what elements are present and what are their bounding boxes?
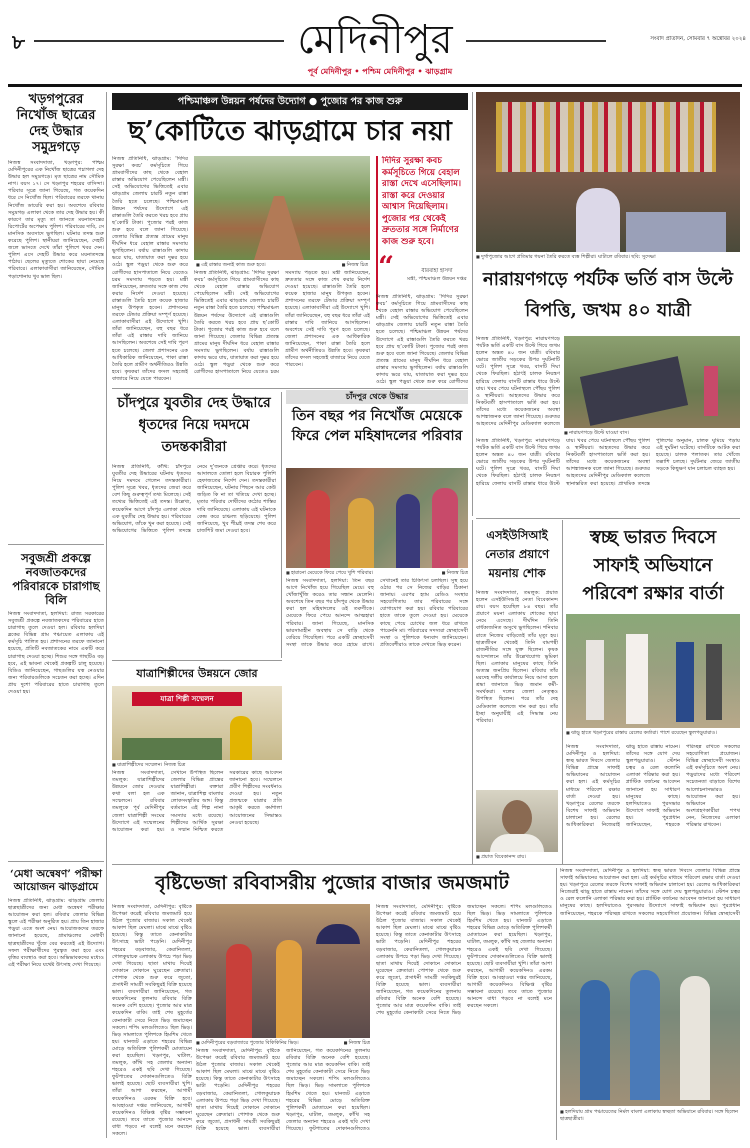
person-shape (576, 188, 620, 252)
left-column (8, 90, 104, 1140)
face-shape (502, 800, 532, 836)
article-body: নিজস্ব প্রতিনিধি, ঝাড়গ্রাম: ঝাড়গ্রাম জেলায় ছাত্রছাত্রীদের জন্য মেধা অন্বেষণ পরীক্ষার আয়োজন করা হল। রবিবার জেলার বিভিন্ন স্কুলে এই পরীক্ষা অনুষ্ঠিত হয়। প্রায় তিন হাজার পড়ুয়া এতে অংশ নেয়। আয়োজকদের তরফে জানানো হয়েছে, গ্রামাঞ্চলের মেধাবী ছাত্রছাত্রীদের খুঁজে বের করতেই এই উদ্যোগ। সফল পরীক্ষার্থীদের পুরস্কৃত করা হবে এবং বৃত্তির ব্যবস্থাও করা হবে। অভিভাবকদের মধ্যেও এই পরীক্ষা নিয়ে যথেষ্ট উৎসাহ দেখা গিয়েছে। (8, 898, 104, 968)
lead-photo-credit: ■ নিজস্ব চিত্র (318, 261, 368, 269)
person-shape (348, 498, 374, 568)
lead-kicker: পশ্চিমাঞ্চল উন্নয়ন পর্ষদের উদ্যোগ ● পুজোর পর কাজ শুরু (112, 93, 468, 110)
masthead-bottom-rule (8, 84, 742, 87)
bazar-photo (196, 904, 370, 1038)
person-shape (626, 634, 648, 724)
headline: তিন বছর পর নিখোঁজ মেয়েকে ফিরে পেল মহিষাদলের পরিবার (291, 408, 463, 444)
divider (8, 544, 104, 545)
person-shape (630, 970, 660, 1100)
person-shape (580, 980, 610, 1100)
column-rule (562, 520, 563, 864)
portrait-caption: ■ প্রয়াত বিবেকানন্দ রায়। (476, 853, 558, 861)
masthead-rule-right (466, 40, 606, 42)
kicker: চাঁদপুর থেকে উদ্ধার (286, 390, 468, 404)
article-body: নিজস্ব সংবাদদাতা, মেদিনীপুর ও হলদিয়া: স্বচ্ছ ভারত দিবসে জেলার বিভিন্ন প্রান্তে সাফাই অভিযানের আয়োজন করা হল। এই কর্মসূচির মাধ্যমে পরিবেশ রক্ষার বার্তা দেওয়া হয়। খড়্গপুরে রেলের তরফে বিশেষ সাফাই অভিযান চালানো হয়। রেলের আধিকারিকরা নিজেরাই ঝাড়ু হাতে রাস্তায় নামেন। তাঁদের সঙ্গে যোগ দেয় স্কুলপড়ুয়ারাও। স্টেশন চত্বর ও রেল কলোনি এলাকা পরিষ্কার করা হয়। প্লাস্টিক বর্জনের আবেদন জানানো হয় সাধারণ মানুষের কাছে। হলদিয়াতেও পুরসভার উদ্যোগে সাফাই অভিযান হয়। পুরপ্রধান জানিয়েছেন, শহরকে পরিচ্ছন্ন রাখতে সকলের সহযোগিতা প্রয়োজন। বিভিন্ন স্বেচ্ছাসেবী সংস্থাও এই কর্মসূচিতে অংশ নেয়। পড়ুয়াদের মধ্যে পরিবেশ সচেতনতা বাড়াতে বিশেষ আলোচনাসভারও আয়োজন করা হয়। অভিযানে অংশগ্রহণকারীরা শপথ নেন, নিজেদের এলাকা পরিষ্কার রাখবেন। (566, 744, 740, 829)
column-rule (281, 392, 282, 658)
section-links (290, 66, 470, 78)
divider (112, 388, 468, 389)
person-shape (432, 488, 458, 568)
divider (112, 660, 282, 661)
story-photo (286, 468, 468, 568)
bullet-icon: • (354, 67, 360, 76)
article-body: নিজস্ব সংবাদদাতা, তমলুক: প্রয়াত হলেন এসইউসিআই নেতা বিবেকানন্দ রায়। বয়স হয়েছিল ৮৪ বছর। তাঁর প্রয়াণে ময়না এলাকায় শোকের ছায়া নেমে এসেছে। দীর্ঘদিন তিনি বার্ধক্যজনিত অসুখে ভুগছিলেন। শনিবার রাতে নিজের বাড়িতেই তাঁর মৃত্যু হয়। ছাত্রজীবন থেকেই তিনি বামপন্থী রাজনীতির সঙ্গে যুক্ত ছিলেন। কৃষক আন্দোলনে তাঁর উল্লেখযোগ্য ভূমিকা ছিল। এলাকার মানুষের কাছে তিনি অত্যন্ত জনপ্রিয় ছিলেন। রবিবার তাঁর মরদেহ দলীয় কার্যালয়ে নিয়ে আসা হলে শ্রদ্ধা জানাতে ভিড় জমান কর্মী-সমর্থকরা। দলের জেলা নেতৃত্বও উপস্থিত ছিলেন। পরে তাঁর দেহ মেডিক্যাল কলেজে দান করা হয়। তাঁর ইচ্ছা অনুযায়ীই এই সিদ্ধান্ত নেয় পরিবার। (476, 590, 558, 724)
story-photo-credit: ■ নিজস্ব চিত্র (428, 569, 468, 577)
story-photo (112, 686, 282, 760)
column-rule (556, 868, 557, 1140)
headline: খড়গপুরের নিখোঁজ ছাত্রের দেহ উদ্ধার সমুদ্রগড়ে (16, 92, 96, 155)
masthead-rule-left (34, 40, 284, 42)
umbrella-shape (316, 924, 360, 944)
lead-photo (194, 156, 370, 260)
headline: ‘মেধা অন্বেষণ’ পরীক্ষা আয়োজন ঝাড়গ্রামে (9, 868, 103, 893)
shirt-shape (490, 834, 544, 852)
top-right-photo (476, 92, 740, 252)
section-link[interactable]: ঝাড়গ্রাম (425, 67, 453, 76)
article-body: নিজস্ব প্রতিনিধি, খড়্গপুর: নারায়ণগড়ে পর্যটক ভর্তি একটি বাস উল্টে গিয়ে জখম হলেন অন্তত ৪০ জন যাত্রী। রবিবার ভোরে জাতীয় সড়কের উপর দুর্ঘটনাটি ঘটে। পুলিশ সূত্রে খবর, বাসটি দিঘা থেকে ফিরছিল। হঠাৎই চালক নিয়ন্ত্রণ হারিয়ে ফেলায় বাসটি রাস্তার ধারে উল্টে যায়। খবর পেয়ে ঘটনাস্থলে পৌঁছয় পুলিশ ও স্থানীয়রা। আহতদের উদ্ধার করে নিকটবর্তী হাসপাতালে ভর্তি করা হয়। তাঁদের মধ্যে কয়েকজনের অবস্থা আশঙ্কাজনক বলে জানা গিয়েছে। গুরুতর আহতদের মেদিনীপুর মেডিক্যাল কলেজে (476, 336, 560, 428)
students-photo-caption: ■ হলদিয়ায় গ্রাম পঞ্চায়েতের নির্মল বাংলা এলাকায় স্বচ্ছতা অভিযানে রবিবার। সঙ্গে ছিলেন ছাত্রছাত্রীরা। (560, 1108, 740, 1140)
person-shape (276, 940, 302, 1038)
article-body: নিজস্ব সংবাদদাতা, খড়্গপুর: পশ্চিম মেদিনীপুরের এক নিখোঁজ ছাত্রের পচাগলা দেহ উদ্ধার হল সমুদ্রগড়ে। মৃত ছাত্রের নাম সৌমিক নাগ। বয়স ১৭। সে খড়্গপুর শহরের বাসিন্দা। পরিবার সূত্রে জানা গিয়েছে, গত কয়েকদিন ধরে সে নিখোঁজ ছিল। পরিবারের তরফে থানায় নিখোঁজ ডায়েরি করা হয়। অবশেষে রবিবার সমুদ্রগড় এলাকা থেকে তার দেহ উদ্ধার হয়। কী কারণে তার মৃত্যু তা জানতে ময়নাতদন্তের রিপোর্টের অপেক্ষায় পুলিশ। পরিবারের দাবি, সে মানসিক অবসাদে ভুগছিল। ঘটনার তদন্ত শুরু করেছে পুলিশ। স্থানীয়রা জানিয়েছেন, দেহটি জলে ভাসতে দেখে তাঁরা পুলিশে খবর দেন। পুলিশ এসে দেহটি উদ্ধার করে ময়নাতদন্তে পাঠায়। ছেলের মৃত্যুতে শোকের ছায়া নেমেছে পরিবারে। এলাকাবাসীরা জানিয়েছেন, সৌমিক পড়াশোনায় খুব ভাল ছিল। (8, 160, 104, 280)
lead-body-col1: নিজস্ব প্রতিনিধি, ঝাড়গ্রাম: ‘দিদির সুরক্ষা কবচ’ কর্মসূচিতে গিয়ে গ্রামবাসীদের কাছ থেকে বেহাল রাস্তার অভিযোগ পেয়েছিলেন মন্ত্রী। সেই অভিযোগের ভিত্তিতেই এবার ঝাড়গ্রাম জেলায় চারটি নতুন রাস্তা তৈরি হতে চলেছে। পশ্চিমাঞ্চল উন্নয়ন পর্ষদের উদ্যোগে এই রাস্তাগুলি তৈরি করতে খরচ হবে প্রায় ছ’কোটি টাকা। পুজোর পরই কাজ শুরু হবে বলে জানা গিয়েছে। জেলার বিভিন্ন প্রত্যন্ত গ্রামের মানুষ দীর্ঘদিন ধরে বেহাল রাস্তার সমস্যায় ভুগছিলেন। বর্ষায় রাস্তাগুলি কাদায় ভরে যায়, যাতায়াত করা দুষ্কর হয়ে ওঠে। স্কুল পড়ুয়া থেকে শুরু করে রোগীদের হাসপাতালে নিয়ে যেতেও চরম সমস্যায় পড়তে হয়। মন্ত্রী জানিয়েছেন, দ্রুততার সঙ্গে কাজ শেষ করার নির্দেশ দেওয়া হয়েছে। রাস্তাগুলি তৈরি হলে কয়েক হাজার মানুষ উপকৃত হবেন। প্রশাসনের তরফে টেন্ডার প্রক্রিয়া সম্পূর্ণ হয়েছে। এলাকাবাসীরা এই উদ্যোগে খুশি। তাঁরা জানিয়েছেন, বহু বছর ধরে তাঁরা এই রাস্তার দাবি জানিয়ে আসছিলেন। অবশেষে সেই দাবি পূরণ হতে চলেছে। জেলা প্রশাসনের এক আধিকারিক জানিয়েছেন, পাকা রাস্তা তৈরি হলে গ্রামীণ অর্থনীতিরও উন্নতি হবে। কৃষকরা তাঁদের ফসল সহজেই বাজারে নিয়ে যেতে পারবেন। (112, 156, 188, 382)
lead-body-col3: নিজস্ব প্রতিনিধি, ঝাড়গ্রাম: ‘দিদির সুরক্ষা কবচ’ কর্মসূচিতে গিয়ে গ্রামবাসীদের কাছ থেকে বেহাল রাস্তার অভিযোগ পেয়েছিলেন মন্ত্রী। সেই অভিযোগের ভিত্তিতেই এবার ঝাড়গ্রাম জেলায় চারটি নতুন রাস্তা তৈরি হতে চলেছে। পশ্চিমাঞ্চল উন্নয়ন পর্ষদের উদ্যোগে এই রাস্তাগুলি তৈরি করতে খরচ হবে প্রায় ছ’কোটি টাকা। পুজোর পরই কাজ শুরু হবে বলে জানা গিয়েছে। জেলার বিভিন্ন প্রত্যন্ত গ্রামের মানুষ দীর্ঘদিন ধরে বেহাল রাস্তার সমস্যায় ভুগছিলেন। বর্ষায় রাস্তাগুলি কাদায় ভরে যায়, যাতায়াত করা দুষ্কর হয়ে ওঠে। স্কুল পড়ুয়া থেকে শুরু করে রোগীদের (376, 294, 468, 386)
article-body: নিজস্ব সংবাদদাতা, হলদিয়া: তিন বছর আগে নিখোঁজ হয়ে গিয়েছিল মেয়ে। বহু খোঁজাখুঁজি করেও তার সন্ধান মেলেনি। অবশেষে তিন বছর পর চাঁদপুর থেকে উদ্ধার করা হল মহিষাদলের ওই তরুণীকে। মেয়েকে ফিরে পেয়ে আনন্দে আত্মহারা পরিবার। জানা গিয়েছে, মানসিক ভারসাম্যহীন অবস্থায় সে বাড়ি থেকে বেরিয়ে গিয়েছিল। পরে একটি স্বেচ্ছাসেবী সংস্থা তাকে উদ্ধার করে হোমে রাখে। সেখানেই তার চিকিৎসা চলছিল। সুস্থ হয়ে ওঠার পর সে নিজের বাড়ির ঠিকানা জানায়। এরপর হ্যাম রেডিও সংস্থার সহযোগিতায় তার পরিবারের সঙ্গে যোগাযোগ করা হয়। রবিবার পরিবারের হাতে তাকে তুলে দেওয়া হয়। মেয়েকে কাছে পেয়ে চোখের জল ধরে রাখতে পারেননি মা। পরিবারের সদস্যরা স্বেচ্ছাসেবী সংস্থা ও পুলিশকে ধন্যবাদ জানিয়েছেন। প্রতিবেশীরাও তাকে দেখতে ভিড় করেন। (286, 578, 468, 648)
person-shape (680, 976, 710, 1100)
bazar-photo-credit: ■ নিজস্ব চিত্র (328, 1039, 370, 1047)
lead-body-col2: নিজস্ব প্রতিনিধি, ঝাড়গ্রাম: ‘দিদির সুরক্ষা কবচ’ কর্মসূচিতে গিয়ে গ্রামবাসীদের কাছ থেকে বেহাল রাস্তার অভিযোগ পেয়েছিলেন মন্ত্রী। সেই অভিযোগের ভিত্তিতেই এবার ঝাড়গ্রাম জেলায় চারটি নতুন রাস্তা তৈরি হতে চলেছে। পশ্চিমাঞ্চল উন্নয়ন পর্ষদের উদ্যোগে এই রাস্তাগুলি তৈরি করতে খরচ হবে প্রায় ছ’কোটি টাকা। পুজোর পরই কাজ শুরু হবে বলে জানা গিয়েছে। জেলার বিভিন্ন প্রত্যন্ত গ্রামের মানুষ দীর্ঘদিন ধরে বেহাল রাস্তার সমস্যায় ভুগছিলেন। বর্ষায় রাস্তাগুলি কাদায় ভরে যায়, যাতায়াত করা দুষ্কর হয়ে ওঠে। স্কুল পড়ুয়া থেকে শুরু করে রোগীদের হাসপাতালে নিয়ে যেতেও চরম সমস্যায় পড়তে হয়। মন্ত্রী জানিয়েছেন, দ্রুততার সঙ্গে কাজ শেষ করার নির্দেশ দেওয়া হয়েছে। রাস্তাগুলি তৈরি হলে কয়েক হাজার মানুষ উপকৃত হবেন। প্রশাসনের তরফে টেন্ডার প্রক্রিয়া সম্পূর্ণ হয়েছে। এলাকাবাসীরা এই উদ্যোগে খুশি। তাঁরা জানিয়েছেন, বহু বছর ধরে তাঁরা এই রাস্তার দাবি জানিয়ে আসছিলেন। অবশেষে সেই দাবি পূরণ হতে চলেছে। জেলা প্রশাসনের এক আধিকারিক জানিয়েছেন, পাকা রাস্তা তৈরি হলে গ্রামীণ অর্থনীতিরও উন্নতি হবে। কৃষকরা তাঁদের ফসল সহজেই বাজারে নিয়ে যেতে পারবেন। (194, 270, 370, 376)
article-body: নিজস্ব প্রতিনিধি, কাঁথি: চাঁদপুরে যুবতীর দেহ উদ্ধারের ঘটনায় ধৃতদের নিয়ে দমদমে গেলেন তদন্তকারীরা। পুলিশ সূত্রে খবর, ধৃতদের জেরা করে বেশ কিছু গুরুত্বপূর্ণ তথ্য মিলেছে। সেই তথ্যের ভিত্তিতেই এই তদন্ত। উল্লেখ্য, কয়েকদিন আগে চাঁদপুর এলাকা থেকে এক যুবতীর দেহ উদ্ধার হয়। পরিবারের অভিযোগ, তাঁকে খুন করা হয়েছে। সেই অভিযোগের ভিত্তিতে পুলিশ তদন্তে নেমে দু’জনকে গ্রেপ্তার করে। ধৃতদের আদালতে তোলা হলে বিচারক পুলিশি হেফাজতের নির্দেশ দেন। তদন্তকারীরা জানিয়েছেন, ঘটনার পিছনে আর কেউ জড়িত কি না তা খতিয়ে দেখা হচ্ছে। মৃতার পরিবার দোষীদের কঠোর শাস্তির দাবি জানিয়েছে। এলাকায় এই ঘটনাকে কেন্দ্র করে চাঞ্চল্য ছড়িয়েছে। পুলিশ জানিয়েছে, খুব শীঘ্রই তদন্ত শেষ করে চার্জশিট জমা দেওয়া হবে। (112, 464, 276, 534)
person-shape (704, 366, 718, 416)
date-line: সংবাদ প্রতিদিন, সোমবার ৭ অক্টোবর ২০২৪ (650, 36, 746, 42)
person-shape (676, 642, 694, 722)
page-number: ৮ (12, 30, 25, 54)
divider (8, 861, 104, 862)
headline: যাত্রাশিল্পীদের উন্নয়নে জোর (136, 667, 258, 680)
table-shape (626, 212, 726, 252)
article-body: নিজস্ব সংবাদদাতা, মেদিনীপুর: বৃষ্টিকে উপেক্ষা করেই রবিবার জমজমাট হয়ে উঠল পুজোর বাজার। সকাল থেকেই আকাশ ছিল মেঘলা। মাঝে মাঝে বৃষ্টিও হয়েছে। কিন্তু তাতে কেনাকাটার উৎসাহে ভাটা পড়েনি। মেদিনীপুর শহরের বড়বাজার, কেরানিতলা, গোলকুয়াচক এলাকায় উপচে পড়া ভিড় দেখা গিয়েছে। ছাতা মাথায় দিয়েই দোকানে দোকানে ঘুরেছেন ক্রেতারা। পোশাক থেকে শুরু করে জুতো, প্রসাধনী সামগ্রী সবকিছুরই বিক্রি হয়েছে ভাল। ব্যবসায়ীরা জানিয়েছেন, গত কয়েকদিনের তুলনায় রবিবার বিক্রি অনেক বেশি হয়েছে। পুজোর আর মাত্র কয়েকদিন বাকি। তাই শেষ মুহূর্তের কেনাকাটা সেরে নিতে ভিড় জমাচ্ছেন সকলে। শপিং মলগুলিতেও ছিল ভিড়। ভিড় সামলাতে পুলিশকে হিমশিম খেতে হয়। যানজট এড়াতে শহরের বিভিন্ন মোড়ে অতিরিক্ত পুলিশকর্মী মোতায়েন করা হয়েছিল। খড়্গপুর, ঘাটাল, তমলুক, কাঁথি সহ জেলার অন্যান্য শহরেও একই ছবি দেখা গিয়েছে। ফুটপাতের দোকানগুলিতেও বিক্রি ভালই হয়েছে। ছোট ব্যবসায়ীরা খুশি। তাঁরা আশা করছেন, আগামী কয়েকদিনও এরকম বিক্রি হবে। আবহাওয়া দপ্তর জানিয়েছে, আগামী কয়েকদিনও বিক্ষিপ্ত বৃষ্টির সম্ভাবনা রয়েছে। তবে তাতে পুজোর আনন্দে বাধা পড়বে না বলেই মনে করছেন সকলে। (376, 904, 552, 1017)
newspaper-section-title: মেদিনীপুর (297, 17, 453, 63)
swachh-photo-caption: ■ ঝাড়ু হাতে খড়্গপুরের রাস্তায় রেলের কর্তারা। পাশে রয়েছেন স্কুলপড়ুয়ারাও। (566, 729, 740, 737)
headline: চাঁদপুরে যুবতীর দেহ উদ্ধারে ধৃতদের নিয়ে দমদমে তদন্তকারীরা (117, 395, 271, 455)
lead-photo-caption: ■ এই রাস্তার জন্যই কাজ শুরু হবে। (196, 261, 316, 269)
person-shape (706, 644, 722, 720)
article-body: নিজস্ব সংবাদদাতা, তমলুক: যাত্রাশিল্পীদের উন্নয়নে জোর দেওয়ার কথা বলা হল এক সম্মেলনে। রবিবার তমলুকে পূর্ব মেদিনীপুর জেলা যাত্রাশিল্পী সংঘের উদ্যোগে এই সম্মেলনের আয়োজন করা হয়। সেখানে উপস্থিত ছিলেন জেলার বিভিন্ন প্রান্তের যাত্রাশিল্পীরা। বক্তারা জানান, যাত্রাশিল্প বাংলার লোকসংস্কৃতির অঙ্গ। কিন্তু বর্তমানে এই শিল্প নানা সমস্যার মধ্যে রয়েছে। শিল্পীদের আর্থিক সুরক্ষা ও সম্মান নিশ্চিত করতে সরকারের কাছে আবেদন জানানো হবে। সম্মেলনে প্রবীণ শিল্পীদের সংবর্ধনাও দেওয়া হয়। নতুন প্রজন্মকে যাত্রার প্রতি আকৃষ্ট করতে কর্মশালা আয়োজনের সিদ্ধান্তও নেওয়া হয়েছে। (112, 770, 282, 833)
ornament-shape (496, 102, 716, 172)
bullet-icon: • (417, 67, 423, 76)
lead-headline: ছ’কোটিতে ঝাড়গ্রামে চার নয়া (128, 116, 452, 147)
quote-author: বীরবাহা হাঁসদা (421, 268, 453, 274)
lead-quote-box (376, 156, 468, 310)
quote-role: মন্ত্রী, পশ্চিমাঞ্চল উন্নয়ন দপ্তর (407, 276, 467, 282)
divider (476, 518, 740, 519)
person-shape (306, 490, 330, 568)
swachh-photo (566, 614, 740, 728)
story-photo-caption: ■ যাত্রাশিল্পীদের সম্মেলন। নিজস্ব চিত্র (112, 761, 282, 769)
article-body: নিজস্ব সংবাদদাতা, মেদিনীপুর: বৃষ্টিকে উপেক্ষা করেই রবিবার জমজমাট হয়ে উঠল পুজোর বাজার। সকাল থেকেই আকাশ ছিল মেঘলা। মাঝে মাঝে বৃষ্টিও হয়েছে। কিন্তু তাতে কেনাকাটার উৎসাহে ভাটা পড়েনি। মেদিনীপুর শহরের বড়বাজার, কেরানিতলা, গোলকুয়াচক এলাকায় উপচে পড়া ভিড় দেখা গিয়েছে। ছাতা মাথায় দিয়েই দোকানে দোকানে ঘুরেছেন ক্রেতারা। পোশাক থেকে শুরু করে জুতো, প্রসাধনী সামগ্রী সবকিছুরই বিক্রি হয়েছে ভাল। ব্যবসায়ীরা জানিয়েছেন, গত কয়েকদিনের তুলনায় রবিবার বিক্রি অনেক বেশি হয়েছে। পুজোর আর মাত্র কয়েকদিন বাকি। তাই শেষ মুহূর্তের কেনাকাটা সেরে নিতে ভিড় জমাচ্ছেন সকলে। শপিং মলগুলিতেও ছিল ভিড়। ভিড় সামলাতে পুলিশকে হিমশিম খেতে হয়। যানজট এড়াতে শহরের বিভিন্ন মোড়ে অতিরিক্ত পুলিশকর্মী মোতায়েন করা হয়েছিল। খড়্গপুর, ঘাটাল, তমলুক, কাঁথি সহ জেলার অন্যান্য শহরেও একই ছবি দেখা গিয়েছে। ফুটপাতের দোকানগুলিতেও (196, 1048, 370, 1133)
headline: এসইউসিআই নেতার প্রয়াণে ময়নায় শোক (484, 528, 550, 580)
headline: স্বচ্ছ ভারত দিবসে সাফাই অভিযানে পরিবেশ রক্ষার বার্তা (582, 527, 724, 604)
bus-photo-caption: ■ নারায়ণগড়ে উল্টে যাওয়া বাস। (564, 429, 740, 437)
article-body: নিজস্ব প্রতিনিধি, খড়্গপুর: নারায়ণগড়ে পর্যটক ভর্তি একটি বাস উল্টে গিয়ে জখম হলেন অন্তত ৪০ জন যাত্রী। রবিবার ভোরে জাতীয় সড়কের উপর দুর্ঘটনাটি ঘটে। পুলিশ সূত্রে খবর, বাসটি দিঘা থেকে ফিরছিল। হঠাৎই চালক নিয়ন্ত্রণ হারিয়ে ফেলায় বাসটি রাস্তার ধারে উল্টে যায়। খবর পেয়ে ঘটনাস্থলে পৌঁছয় পুলিশ ও স্থানীয়রা। আহতদের উদ্ধার করে নিকটবর্তী হাসপাতালে ভর্তি করা হয়। তাঁদের মধ্যে কয়েকজনের অবস্থা আশঙ্কাজনক বলে জানা গিয়েছে। গুরুতর আহতদের মেদিনীপুর মেডিক্যাল কলেজে স্থানান্তরিত করা হয়েছে। প্রাথমিক তদন্তে পুলিশের অনুমান, চালক ঘুমিয়ে পড়ায় এই দুর্ঘটনা ঘটেছে। বাসটিকে আটক করা হয়েছে। চালক পলাতক। তার খোঁজে তল্লাশি চলছে। দুর্ঘটনার জেরে জাতীয় সড়কে কিছুক্ষণ যান চলাচল ব্যাহত হয়। (476, 438, 740, 487)
section-link[interactable]: পশ্চিম মেদিনীপুর (362, 67, 415, 76)
section-link[interactable]: পূর্ব মেদিনীপুর (307, 67, 352, 76)
article-body: নিজস্ব সংবাদদাতা, হলদিয়া: রাজ্য সরকারের সবুজশ্রী প্রকল্পে নবজাতকদের পরিবারের হাতে চারাগাছ তুলে দেওয়া হল। রবিবার হলদিয়া ব্লকের বিভিন্ন গ্রাম পঞ্চায়েত এলাকায় এই কর্মসূচি পালিত হয়। প্রশাসনের তরফে জানানো হয়েছে, প্রতিটি নবজাতকের নামে একটি করে চারাগাছ দেওয়া হচ্ছে। শিশুর সঙ্গে গাছটিও বড় হবে, এই ভাবনা থেকেই প্রকল্পটি চালু হয়েছে। বিডিও জানিয়েছেন, গাছগুলির যত্ন নেওয়ার জন্য পরিবারগুলিকে সচেতন করা হচ্ছে। এদিন প্রায় দুশো পরিবারের হাতে চারাগাছ তুলে দেওয়া হয়। (8, 611, 104, 696)
masthead (0, 0, 750, 88)
person-shape (226, 944, 252, 1038)
students-photo (560, 920, 740, 1106)
table-shape (122, 738, 222, 760)
divider (112, 864, 740, 865)
top-right-photo-caption: ■ দুর্গাপুজোর আগে প্রতিমার গয়না তৈরি করতে ব্যস্ত শিল্পীরা। ঘাটালে রবিবার। ছবি: সুদেষ্ণা (476, 253, 740, 261)
road-shape (254, 196, 304, 260)
person-shape (230, 716, 252, 760)
bus-photo (564, 336, 740, 428)
bus-shape (580, 356, 688, 426)
story-photo-caption: ■ হারানো মেয়েকে ফিরে পেয়ে খুশি পরিবার। (286, 569, 426, 577)
headline: বৃষ্টিভেজা রবিবাসরীয় পুজোর বাজার জমজমাট (155, 872, 509, 894)
stage-banner: যাত্রা শিল্পী সম্মেলন (132, 692, 242, 706)
article-body: নিজস্ব সংবাদদাতা, মেদিনীপুর: বৃষ্টিকে উপেক্ষা করেই রবিবার জমজমাট হয়ে উঠল পুজোর বাজার। সকাল থেকেই আকাশ ছিল মেঘলা। মাঝে মাঝে বৃষ্টিও হয়েছে। কিন্তু তাতে কেনাকাটার উৎসাহে ভাটা পড়েনি। মেদিনীপুর শহরের বড়বাজার, কেরানিতলা, গোলকুয়াচক এলাকায় উপচে পড়া ভিড় দেখা গিয়েছে। ছাতা মাথায় দিয়েই দোকানে দোকানে ঘুরেছেন ক্রেতারা। পোশাক থেকে শুরু করে জুতো, প্রসাধনী সামগ্রী সবকিছুরই বিক্রি হয়েছে ভাল। ব্যবসায়ীরা জানিয়েছেন, গত কয়েকদিনের তুলনায় রবিবার বিক্রি অনেক বেশি হয়েছে। পুজোর আর মাত্র কয়েকদিন বাকি। তাই শেষ মুহূর্তের কেনাকাটা সেরে নিতে ভিড় জমাচ্ছেন সকলে। শপিং মলগুলিতেও ছিল ভিড়। ভিড় সামলাতে পুলিশকে হিমশিম খেতে হয়। যানজট এড়াতে শহরের বিভিন্ন মোড়ে অতিরিক্ত পুলিশকর্মী মোতায়েন করা হয়েছিল। খড়্গপুর, ঘাটাল, তমলুক, কাঁথি সহ জেলার অন্যান্য শহরেও একই ছবি দেখা গিয়েছে। ফুটপাতের দোকানগুলিতেও বিক্রি ভালই হয়েছে। ছোট ব্যবসায়ীরা খুশি। তাঁরা আশা করছেন, আগামী কয়েকদিনও এরকম বিক্রি হবে। আবহাওয়া দপ্তর জানিয়েছে, আগামী কয়েকদিনও বিক্ষিপ্ত বৃষ্টির সম্ভাবনা রয়েছে। তবে তাতে পুজোর আনন্দে বাধা পড়বে না বলেই মনে করছেন সকলে। (112, 904, 192, 1137)
headline: নারায়ণগড়ে পর্যটক ভর্তি বাস উল্টে বিপত্তি, জখম ৪০ যাত্রী (483, 269, 733, 321)
headline: সবুজশ্রী প্রকল্পে নবজাতকদের পরিবারকে চারাগাছ বিলি (12, 551, 100, 607)
column-rule (472, 92, 473, 516)
quote-mark-icon: “ (378, 250, 395, 283)
person-shape (586, 640, 604, 720)
lead-quote: দিদির সুরক্ষা কবচ কর্মসূচিতে গিয়ে বেহাল রাস্তা দেখে এসেছিলাম। রাস্তা করে দেওয়ার আশ্বাস দিয়েছিলাম। পুজোর পর থেকেই দ্রুততার সঙ্গে নির্মাণের কাজ শুরু হবে। (382, 156, 462, 247)
column-rule (106, 92, 107, 1138)
article-body: নিজস্ব সংবাদদাতা, মেদিনীপুর ও হলদিয়া: স্বচ্ছ ভারত দিবসে জেলার বিভিন্ন প্রান্তে সাফাই অভিযানের আয়োজন করা হল। এই কর্মসূচির মাধ্যমে পরিবেশ রক্ষার বার্তা দেওয়া হয়। খড়্গপুরে রেলের তরফে বিশেষ সাফাই অভিযান চালানো হয়। রেলের আধিকারিকরা নিজেরাই ঝাড়ু হাতে রাস্তায় নামেন। তাঁদের সঙ্গে যোগ দেয় স্কুলপড়ুয়ারাও। স্টেশন চত্বর ও রেল কলোনি এলাকা পরিষ্কার করা হয়। প্লাস্টিক বর্জনের আবেদন জানানো হয় সাধারণ মানুষের কাছে। হলদিয়াতেও পুরসভার উদ্যোগে সাফাই অভিযান হয়। পুরপ্রধান জানিয়েছেন, শহরকে পরিচ্ছন্ন রাখতে সকলের সহযোগিতা প্রয়োজন। বিভিন্ন স্বেচ্ছাসেবী (560, 868, 740, 916)
person-shape (396, 494, 420, 568)
column-rule (472, 520, 473, 864)
bazar-photo-caption: ■ মেদিনীপুরের বড়বাজারে পুজোর বিকিকিনির ভিড়। (196, 1039, 326, 1047)
portrait-photo (476, 790, 558, 852)
